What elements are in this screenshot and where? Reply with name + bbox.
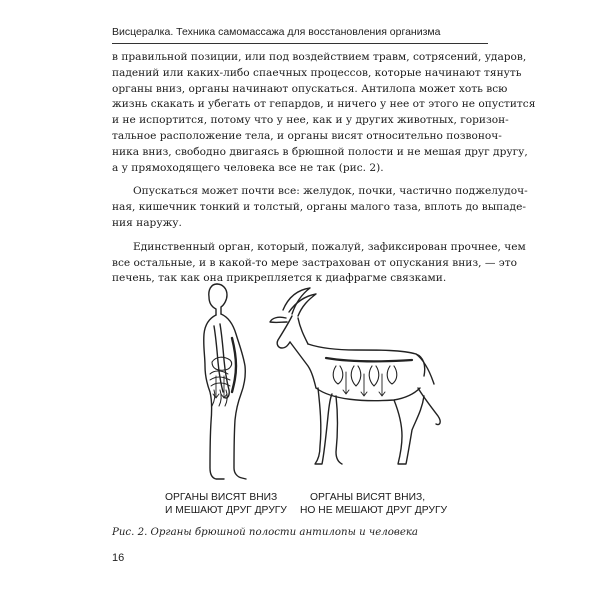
text-line: жизнь скакать и убегать от гепардов, и ничего у нее от этого не опустится — [112, 98, 536, 111]
text-line: органы вниз, органы начинают опускаться. Антилопа может хоть всю — [112, 82, 508, 95]
page-number: 16 — [112, 552, 125, 564]
text-line: и не испортится, потому что у нее, как и у других животных, горизон- — [112, 114, 509, 127]
label-line: ОРГАНЫ ВИСЯТ ВНИЗ — [165, 492, 278, 503]
text-line: печень, так как она прикрепляется к диафрагме связками. — [112, 272, 447, 285]
text-line: ная, кишечник тонкий и толстый, органы малого таза, вплоть до выпаде- — [112, 201, 526, 214]
text-line: а у прямоходящего человека все не так (рис. 2). — [112, 161, 384, 174]
header-rule — [112, 43, 488, 44]
paragraph-1 — [112, 50, 536, 176]
figure-label-antelope — [300, 492, 448, 517]
paragraph-2 — [112, 184, 528, 231]
figure-caption: Рис. 2. Органы брюшной полости антилопы и человека — [112, 527, 419, 538]
figure-label-human — [165, 492, 287, 517]
figure-illustration — [150, 276, 470, 491]
text-line: ния наружу. — [112, 216, 182, 229]
text-line: ника вниз, свободно двигаясь в брюшной полости и не мешая друг другу, — [112, 145, 528, 158]
label-line: И МЕШАЮТ ДРУГ ДРУГУ — [165, 504, 287, 516]
text-line: Единственный орган, который, пожалуй, зафиксирован прочнее, чем — [133, 240, 526, 253]
body-text — [112, 50, 536, 295]
text-line: тальное расположение тела, и органы висят относительно позвоноч- — [112, 129, 502, 142]
antelope-figure — [270, 288, 440, 464]
human-figure — [204, 284, 246, 479]
text-line: в правильной позиции, или под воздействием травм, сотрясений, ударов, — [112, 51, 527, 63]
text-line: Опускаться может почти все: желудок, почки, частично поджелудоч- — [133, 185, 528, 198]
text-line: падений или каких-либо спаечных процессов, которые начинают тянуть — [112, 66, 522, 79]
running-head: Висцералка. Техника самомассажа для восстановления организма — [112, 26, 441, 38]
text-line: все остальные, и в какой-то мере застрахован от опускания вниз, — это — [112, 256, 517, 269]
label-line: ОРГАНЫ ВИСЯТ ВНИЗ, — [309, 492, 426, 503]
label-line: НО НЕ МЕШАЮТ ДРУГ ДРУГУ — [300, 504, 448, 516]
